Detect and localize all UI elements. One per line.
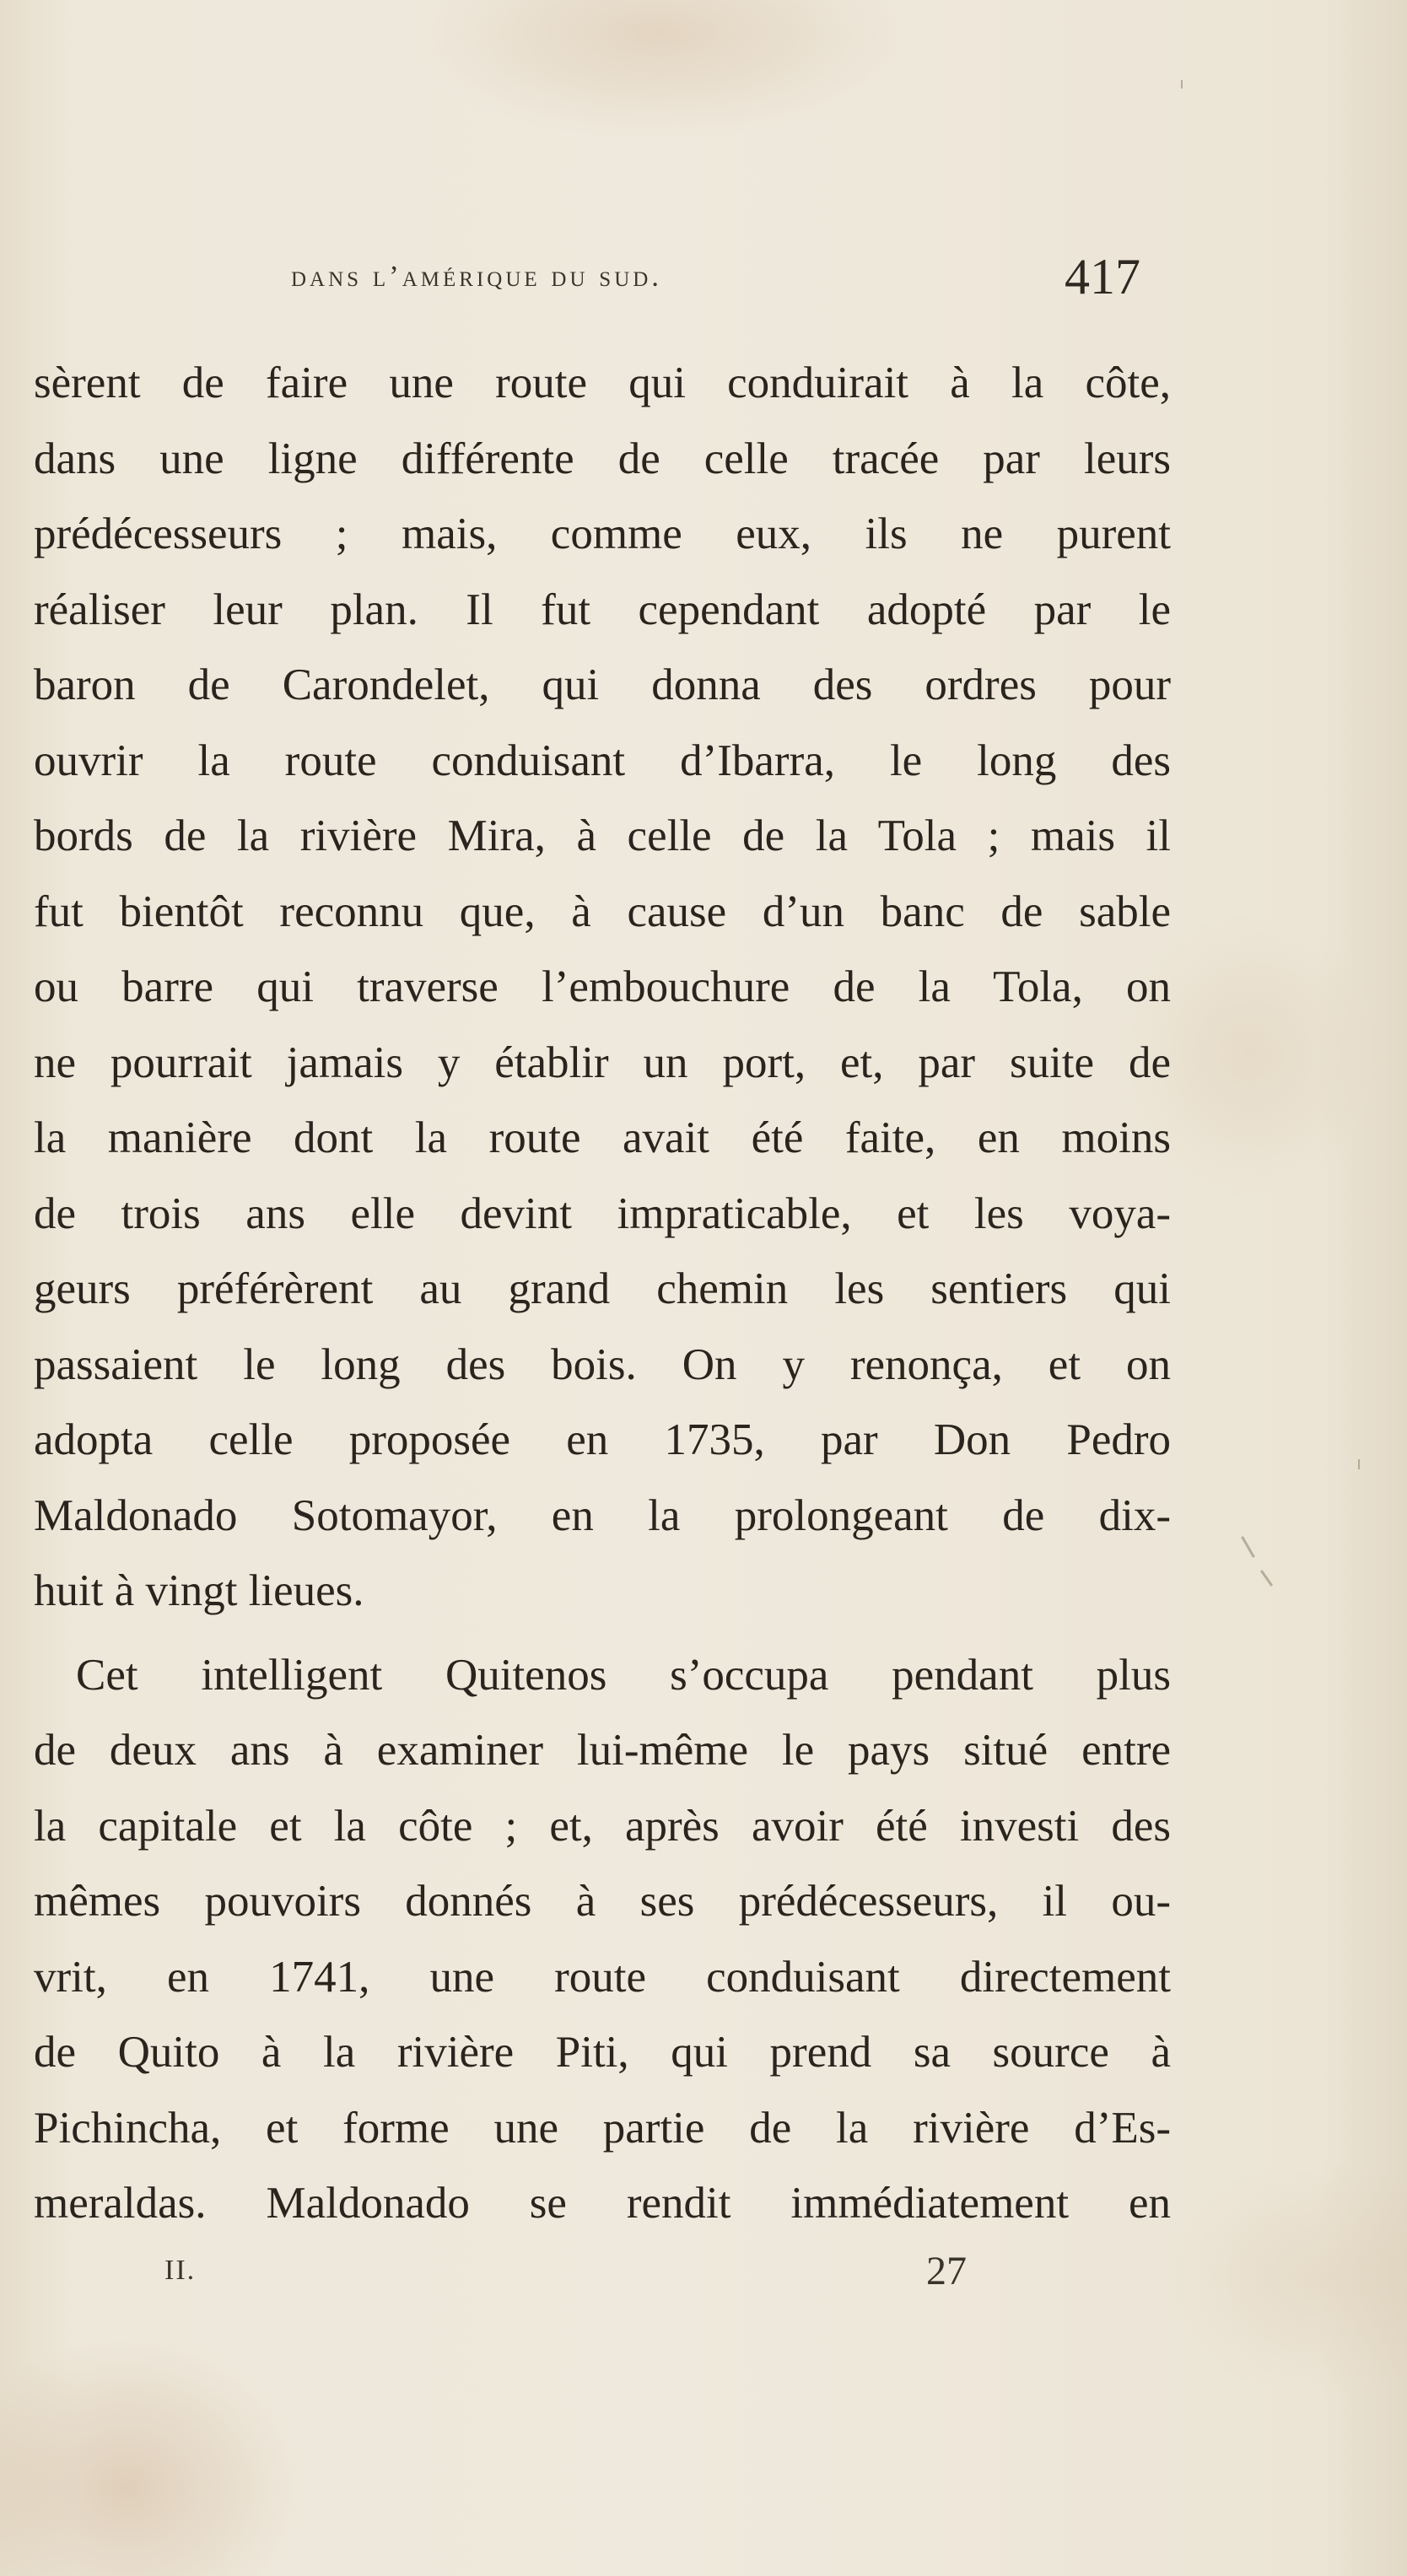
text-line: baron de Carondelet, qui donna des ordres pour <box>34 660 1171 709</box>
paper-speck <box>1260 1570 1273 1587</box>
text-line: de Quito à la rivière Piti, qui prend sa source à <box>34 2028 1171 2077</box>
text-line: ou barre qui traverse l’embouchure de la Tola, on <box>34 962 1171 1011</box>
text-line: ouvrir la route conduisant d’Ibarra, le long des <box>34 736 1171 785</box>
text-line: vrit, en 1741, une route conduisant directement <box>34 1952 1171 2002</box>
paper-speck <box>1241 1536 1255 1558</box>
text-line: Cet intelligent Quitenos s’occupa pendant plus <box>76 1650 1171 1700</box>
text-line: sèrent de faire une route qui conduirait à la côte, <box>34 358 1171 407</box>
text-line: de trois ans elle devint impraticable, et les voya- <box>34 1188 1171 1238</box>
text-line: Pichincha, et forme une partie de la rivière d’Es- <box>34 2103 1171 2153</box>
text-line: bords de la rivière Mira, à celle de la Tola ; mais il <box>34 811 1171 860</box>
page-number: 417 <box>1065 249 1140 304</box>
text-line: mêmes pouvoirs donnés à ses prédécesseurs, il ou- <box>34 1877 1171 1926</box>
text-line: dans une ligne différente de celle tracée par leurs <box>34 434 1171 483</box>
text-line: passaient le long des bois. On y renonça, et on <box>34 1339 1171 1389</box>
running-head <box>0 248 1407 315</box>
text-line: huit à vingt lieues. <box>34 1566 364 1615</box>
signature-mark: II. <box>164 2255 197 2286</box>
text-line: fut bientôt reconnu que, à cause d’un banc de sable <box>34 887 1171 936</box>
text-line: geurs préférèrent au grand chemin les sentiers qui <box>34 1264 1171 1313</box>
body-text <box>34 346 1171 2242</box>
running-head-title: dans l’amérique du sud. <box>291 260 663 293</box>
paper-speck <box>1181 80 1183 89</box>
paper-speck <box>1358 1459 1360 1469</box>
page-footer <box>0 2248 1407 2307</box>
paragraph-gap <box>34 1630 1171 1638</box>
text-line: ne pourrait jamais y établir un port, et, par suite de <box>34 1037 1171 1087</box>
gathering-number: 27 <box>926 2249 967 2293</box>
text-line: de deux ans à examiner lui-même le pays situé entre <box>34 1726 1171 1775</box>
text-line: réaliser leur plan. Il fut cependant adopté par le <box>34 585 1171 634</box>
text-line: la capitale et la côte ; et, après avoir été investi des <box>34 1801 1171 1851</box>
text-line: Maldonado Sotomayor, en la prolongeant de dix- <box>34 1490 1171 1540</box>
text-line: la manière dont la route avait été faite, en moins <box>34 1113 1171 1162</box>
text-line: adopta celle proposée en 1735, par Don Pedro <box>34 1415 1171 1464</box>
text-line: prédécesseurs ; mais, comme eux, ils ne purent <box>34 509 1171 558</box>
text-line: meraldas. Maldonado se rendit immédiatement en <box>34 2179 1171 2228</box>
